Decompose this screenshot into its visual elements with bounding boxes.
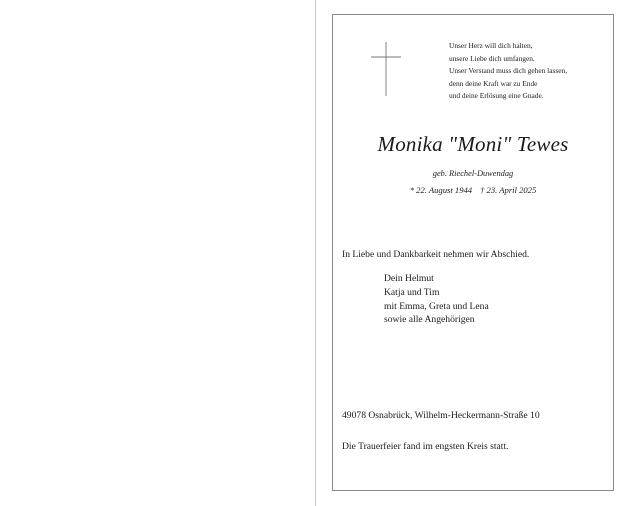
- deceased-name: Monika "Moni" Tewes: [377, 132, 569, 156]
- mourner-line: mit Emma, Greta und Lena: [384, 300, 489, 312]
- verse-line: und deine Erlösung eine Gnade.: [449, 91, 544, 101]
- cross-icon: [370, 41, 402, 97]
- page-divider: [315, 0, 316, 506]
- life-dates: [332, 185, 614, 195]
- birth-name: geb. Riechel-Duwendag: [432, 169, 514, 178]
- death-date: † 23. April 2025: [480, 185, 537, 195]
- verse: [449, 40, 614, 103]
- verse-line: denn deine Kraft war zu Ende: [449, 78, 538, 88]
- verse-line: Unser Herz will dich halten,: [449, 41, 533, 50]
- farewell-text: In Liebe und Dankbarkeit nehmen wir Abschied.: [342, 249, 530, 260]
- verse-line: Unser Verstand muss dich gehen lassen,: [449, 66, 568, 76]
- verse-line: unsere Liebe dich umfangen.: [449, 53, 535, 63]
- service-note: Die Trauerfeier fand im engsten Kreis statt.: [342, 441, 509, 452]
- mourners-list: [384, 272, 489, 327]
- address: 49078 Osnabrück, Wilhelm-Heckermann-Straße 10: [342, 410, 540, 421]
- mourner-line: Katja und Tim: [384, 286, 440, 298]
- mourner-line: Dein Helmut: [384, 273, 434, 284]
- birth-date: * 22. August 1944: [409, 185, 473, 195]
- mourner-line: sowie alle Angehörigen: [384, 314, 475, 326]
